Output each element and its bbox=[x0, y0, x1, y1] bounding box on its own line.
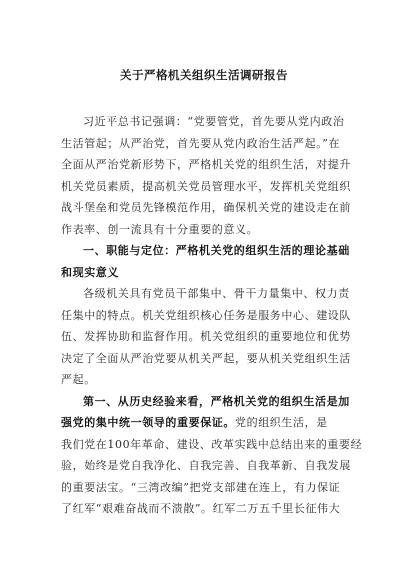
bold-heading-line: 第一、从历史经验来看，严格机关党的组织生活是加 bbox=[83, 394, 350, 408]
text-line: 习近平总书记强调：“党要管党，首先要从党内政治 bbox=[83, 115, 345, 128]
section-paragraph bbox=[61, 283, 349, 391]
text-line: 我们党在100年革命、建设、改革实践中总结出来的重要经 bbox=[61, 437, 363, 451]
text-line: 作表率、创一流具有十分重要的意义。 bbox=[61, 222, 259, 236]
text-line: 验，始终是党自我净化、自我完善、自我革新、自我发展 bbox=[61, 459, 351, 472]
document-title: 关于严格机关组织生活调研报告 bbox=[120, 68, 288, 82]
section-heading bbox=[61, 240, 349, 283]
text-line: 伍、发挥协助和监督作用。机关党组织的重要地位和优势 bbox=[61, 330, 351, 343]
document-body bbox=[61, 111, 363, 520]
text-line: 战斗堡垒和党员先锋模范作用，确保机关党的建设走在前 bbox=[61, 201, 351, 214]
text-line: 全面从严治党新形势下，严格机关党的组织生活，对提升 bbox=[61, 158, 351, 171]
heading-line: 和现实意义 bbox=[61, 265, 119, 279]
bold-run: 强党的集中统一领导的重要保证。 bbox=[61, 416, 235, 429]
text-line: 决定了全面从严治党要从机关严起，要从机关党组织生活 bbox=[61, 351, 351, 365]
text-line: 任集中的特点。机关党组织核心任务是服务中心、建设队 bbox=[61, 308, 351, 322]
history-paragraph bbox=[61, 391, 363, 520]
text-line: 的重要法宝。“三湾改编”把党支部建在连上，有力保证 bbox=[61, 480, 341, 494]
text-line: 机关党员素质，提高机关党员管理水平，发挥机关党组织 bbox=[61, 179, 351, 193]
text-line: 了红军“艰难奋战而不溃散”。红军二万五千里长征伟大 bbox=[61, 502, 341, 515]
text-line: 严起。 bbox=[61, 373, 96, 386]
mixed-line bbox=[61, 412, 349, 434]
text-line: 各级机关具有党员干部集中、骨干力量集中、权力责 bbox=[83, 287, 350, 300]
heading-line: 一、职能与定位：严格机关党的组织生活的理论基础 bbox=[83, 244, 350, 257]
text-run: 党的组织生活，是 bbox=[235, 416, 328, 429]
intro-paragraph bbox=[61, 111, 349, 240]
text-line: 生活管起；从严治党，首先要从党内政治生活严起。”在 bbox=[61, 136, 341, 150]
